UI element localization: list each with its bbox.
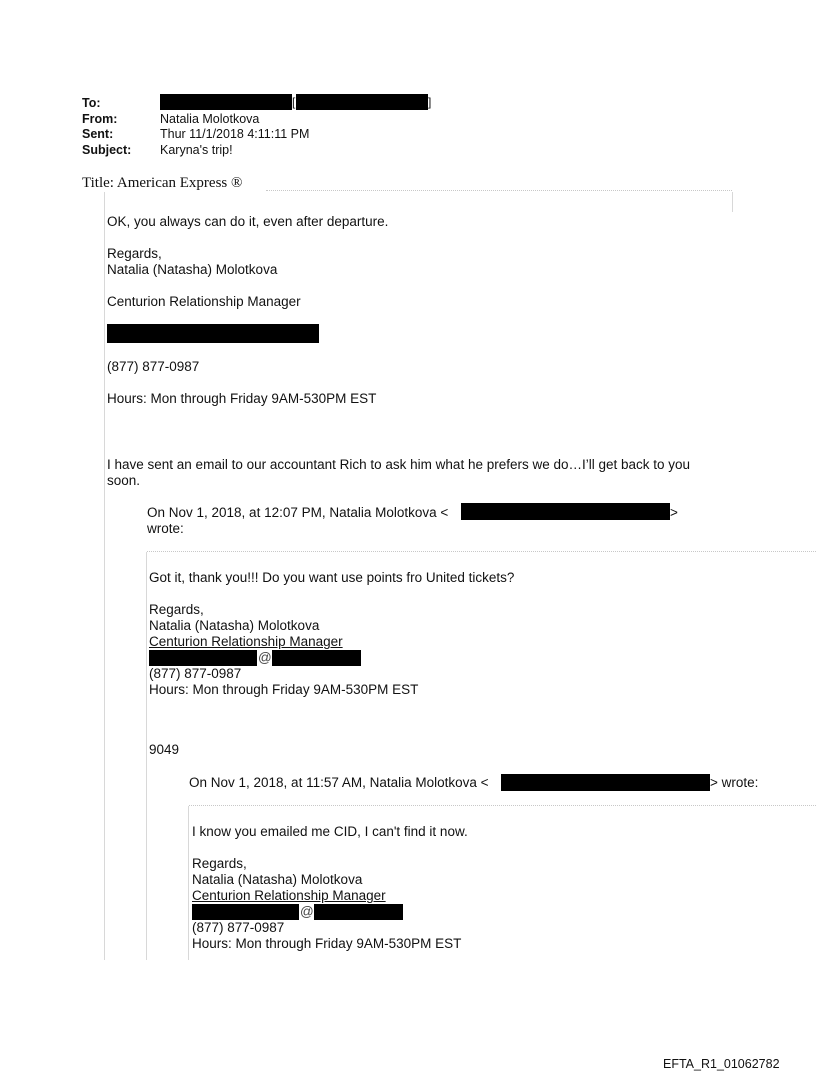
quote1-divider xyxy=(147,551,816,552)
quote1-email-domain-redaction xyxy=(272,650,361,666)
quote1-phone: (877) 877-0987 xyxy=(149,666,242,681)
document-id: EFTA_R1_01062782 xyxy=(663,1057,780,1071)
quote1-intro: On Nov 1, 2018, at 12:07 PM, Natalia Molotkova < xyxy=(147,505,449,520)
quote1-signature-name: Natalia (Natasha) Molotkova xyxy=(149,618,320,633)
from-value: Natalia Molotkova xyxy=(160,112,260,126)
signature-phone: (877) 877-0987 xyxy=(107,359,200,374)
sent-label: Sent: xyxy=(82,127,114,141)
quote1-line: Got it, thank you!!! Do you want use points fro United tickets? xyxy=(149,570,515,585)
signature-email-redaction xyxy=(107,324,319,343)
quote2-frame-left xyxy=(188,806,189,960)
quote1-hours: Hours: Mon through Friday 9AM-530PM EST xyxy=(149,682,419,697)
body-line: OK, you always can do it, even after departure. xyxy=(107,214,389,229)
quote1-reply: 9049 xyxy=(149,742,180,757)
quote1-frame-left-cont xyxy=(146,772,147,960)
title-line: Title: American Express ® xyxy=(82,175,243,191)
quote1-frame-left xyxy=(146,552,147,772)
signature-hours: Hours: Mon through Friday 9AM-530PM EST xyxy=(107,391,377,406)
quote1-regards: Regards, xyxy=(149,602,204,617)
to-close-bracket: ] xyxy=(428,95,432,109)
quote2-line: I know you emailed me CID, I can't find it now. xyxy=(192,824,468,839)
quote2-intro-tail: > wrote: xyxy=(710,775,759,790)
quote2-regards: Regards, xyxy=(192,856,247,871)
regards: Regards, xyxy=(107,246,162,261)
quote2-at: @ xyxy=(300,904,314,919)
to-name-redaction xyxy=(160,94,292,110)
to-label: To: xyxy=(82,96,101,110)
quote2-divider xyxy=(189,805,816,806)
subject-value: Karyna's trip! xyxy=(160,143,233,157)
quote2-email-user-redaction xyxy=(192,904,299,920)
signature-name: Natalia (Natasha) Molotkova xyxy=(107,262,278,277)
to-email-redaction xyxy=(296,94,428,110)
reply-line-2: soon. xyxy=(107,473,141,488)
title-underline xyxy=(266,190,732,191)
sent-value: Thur 11/1/2018 4:11:11 PM xyxy=(160,127,310,141)
quote2-hours: Hours: Mon through Friday 9AM-530PM EST xyxy=(192,936,462,951)
quote2-email-redaction xyxy=(501,774,710,791)
quote1-signature-title: Centurion Relationship Manager xyxy=(149,634,343,649)
from-label: From: xyxy=(82,112,118,126)
subject-label: Subject: xyxy=(82,143,132,157)
reply-line-1: I have sent an email to our accountant Rich to ask him what he prefers we do…I’ll get back to you xyxy=(107,457,691,472)
to-open-bracket: [ xyxy=(292,95,296,109)
quote2-intro: On Nov 1, 2018, at 11:57 AM, Natalia Molotkova < xyxy=(189,775,489,790)
signature-title: Centurion Relationship Manager xyxy=(107,294,301,309)
quote1-at: @ xyxy=(258,650,272,665)
quote2-email-domain-redaction xyxy=(314,904,403,920)
outer-frame-right xyxy=(732,192,733,212)
quote1-email-user-redaction xyxy=(149,650,257,666)
quote2-signature-name: Natalia (Natasha) Molotkova xyxy=(192,872,363,887)
quote1-intro-gt: > xyxy=(670,505,678,520)
quote1-email-redaction xyxy=(461,503,670,520)
quote1-intro-wrote: wrote: xyxy=(147,521,184,536)
quote2-phone: (877) 877-0987 xyxy=(192,920,285,935)
outer-frame-left xyxy=(104,192,105,960)
quote2-signature-title: Centurion Relationship Manager xyxy=(192,888,386,903)
